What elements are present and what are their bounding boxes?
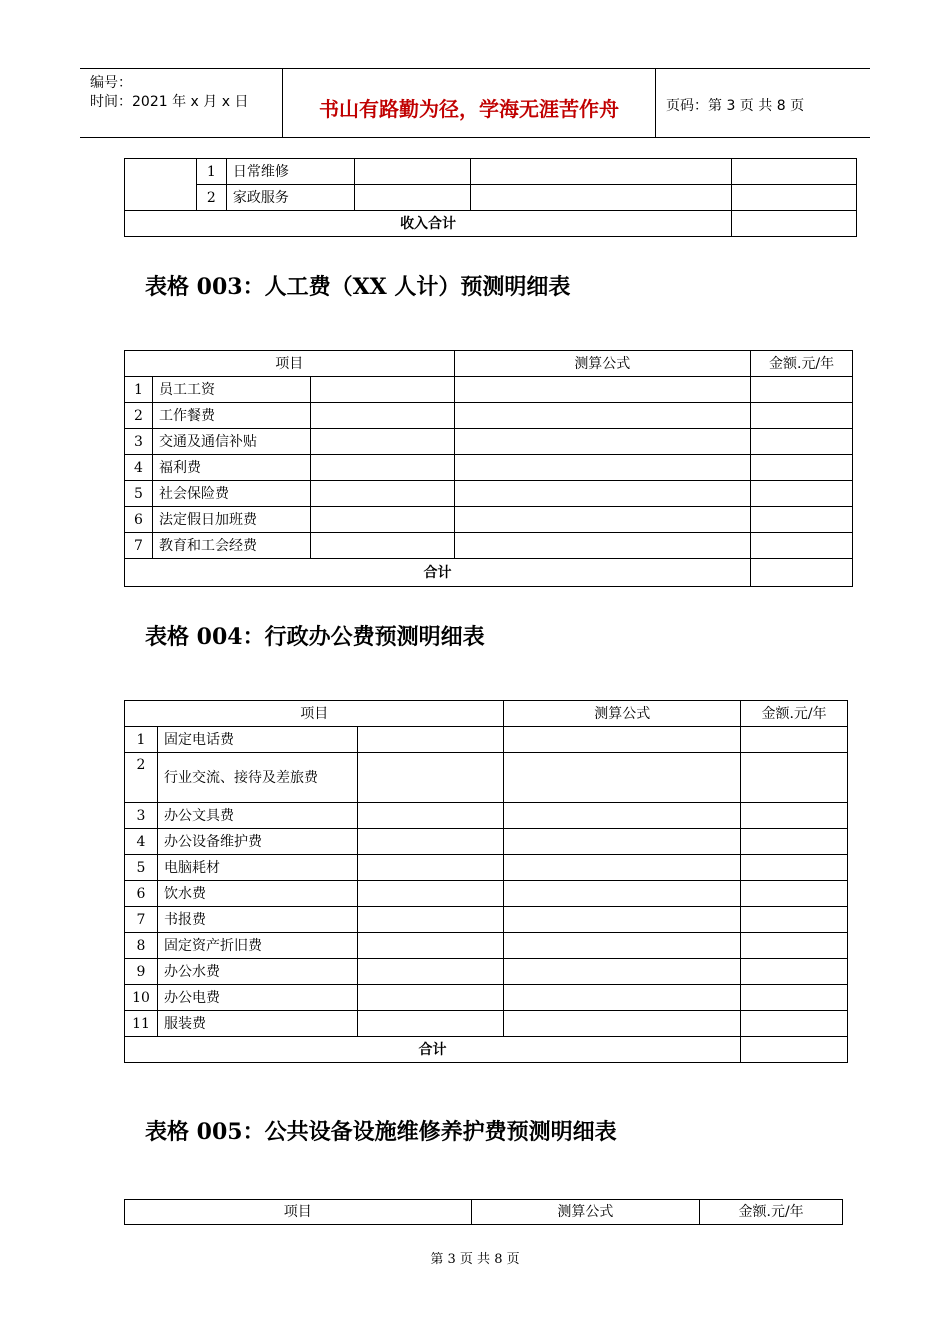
row-item: 办公水费 <box>157 959 357 985</box>
row-item: 员工工资 <box>152 377 310 403</box>
header-page-cell <box>656 69 870 137</box>
row-number: 10 <box>125 985 158 1011</box>
row-number: 11 <box>125 1011 158 1037</box>
row-number: 2 <box>125 753 158 803</box>
header-row <box>125 351 853 377</box>
table-row <box>125 907 848 933</box>
table-row <box>125 881 848 907</box>
row-item: 固定电话费 <box>157 727 357 753</box>
header-slogan-cell <box>282 69 656 137</box>
table-row <box>125 159 857 185</box>
page-footer: 第 3 页 共 8 页 <box>430 1252 520 1267</box>
row-item: 办公电费 <box>157 985 357 1011</box>
row-number: 5 <box>125 481 153 507</box>
row-number: 8 <box>125 933 158 959</box>
row-number: 9 <box>125 959 158 985</box>
table-row <box>125 855 848 881</box>
row-item: 办公文具费 <box>157 803 357 829</box>
row-number: 5 <box>125 855 158 881</box>
header-slogan: 书山有路勤为径，学海无涯苦作舟 <box>319 97 619 121</box>
total-row <box>125 211 857 237</box>
row-number: 7 <box>125 907 158 933</box>
table-row <box>125 803 848 829</box>
section-title-004: 表格 004：行政办公费预测明细表 <box>145 624 485 650</box>
header-row <box>125 1200 843 1225</box>
row-item: 行业交流、接待及差旅费 <box>157 753 357 803</box>
total-label: 合计 <box>125 559 751 587</box>
column-header-item: 项目 <box>125 1200 472 1225</box>
total-label: 收入合计 <box>125 211 732 237</box>
facility-maintenance-table <box>124 1199 843 1225</box>
table-row <box>125 727 848 753</box>
labor-cost-table <box>124 350 853 587</box>
row-item: 福利费 <box>152 455 310 481</box>
column-header-amount: 金额.元/年 <box>751 351 853 377</box>
row-number: 2 <box>125 403 153 429</box>
row-item: 交通及通信补贴 <box>152 429 310 455</box>
document-number-label: 编号： <box>90 75 132 91</box>
category-cell <box>125 159 197 211</box>
row-number: 3 <box>125 429 153 455</box>
row-item: 固定资产折旧费 <box>157 933 357 959</box>
section-title-003: 表格 003：人工费（XX 人计）预测明细表 <box>145 274 571 300</box>
column-header-formula: 测算公式 <box>471 1200 700 1225</box>
page-header <box>80 68 870 138</box>
column-header-item: 项目 <box>125 701 504 727</box>
table-row <box>125 455 853 481</box>
row-number: 1 <box>125 727 158 753</box>
table-row <box>125 507 853 533</box>
row-item: 社会保险费 <box>152 481 310 507</box>
column-header-amount: 金额.元/年 <box>741 701 848 727</box>
row-item: 服装费 <box>157 1011 357 1037</box>
header-meta <box>80 69 282 137</box>
row-number: 4 <box>125 455 153 481</box>
total-row <box>125 559 853 587</box>
row-item: 电脑耗材 <box>157 855 357 881</box>
row-item: 家政服务 <box>226 185 354 211</box>
row-number: 6 <box>125 507 153 533</box>
header-page-number: 页码：第 3 页 共 8 页 <box>666 98 805 114</box>
table-row <box>125 753 848 803</box>
column-header-formula: 测算公式 <box>454 351 751 377</box>
document-time-label: 时间：2021 年 x 月 x 日 <box>90 94 249 110</box>
total-label: 合计 <box>125 1037 741 1063</box>
column-header-amount: 金额.元/年 <box>700 1200 843 1225</box>
table-row <box>125 1011 848 1037</box>
table-row <box>125 829 848 855</box>
table-row <box>125 377 853 403</box>
row-item: 法定假日加班费 <box>152 507 310 533</box>
table-row <box>125 533 853 559</box>
income-table <box>124 158 857 237</box>
table-row <box>125 481 853 507</box>
row-number: 2 <box>196 185 226 211</box>
section-title-005: 表格 005：公共设备设施维修养护费预测明细表 <box>145 1119 617 1145</box>
table-row <box>125 403 853 429</box>
header-row <box>125 701 848 727</box>
row-item: 工作餐费 <box>152 403 310 429</box>
row-item: 书报费 <box>157 907 357 933</box>
total-row <box>125 1037 848 1063</box>
row-item: 饮水费 <box>157 881 357 907</box>
row-item: 教育和工会经费 <box>152 533 310 559</box>
row-number: 1 <box>125 377 153 403</box>
admin-office-cost-table <box>124 700 848 1063</box>
table-row <box>125 985 848 1011</box>
table-row <box>125 959 848 985</box>
table-row <box>125 185 857 211</box>
table-row <box>125 429 853 455</box>
row-number: 7 <box>125 533 153 559</box>
column-header-formula: 测算公式 <box>504 701 741 727</box>
row-number: 1 <box>196 159 226 185</box>
row-item: 办公设备维护费 <box>157 829 357 855</box>
row-number: 3 <box>125 803 158 829</box>
row-number: 6 <box>125 881 158 907</box>
row-number: 4 <box>125 829 158 855</box>
row-item: 日常维修 <box>226 159 354 185</box>
table-row <box>125 933 848 959</box>
column-header-item: 项目 <box>125 351 455 377</box>
